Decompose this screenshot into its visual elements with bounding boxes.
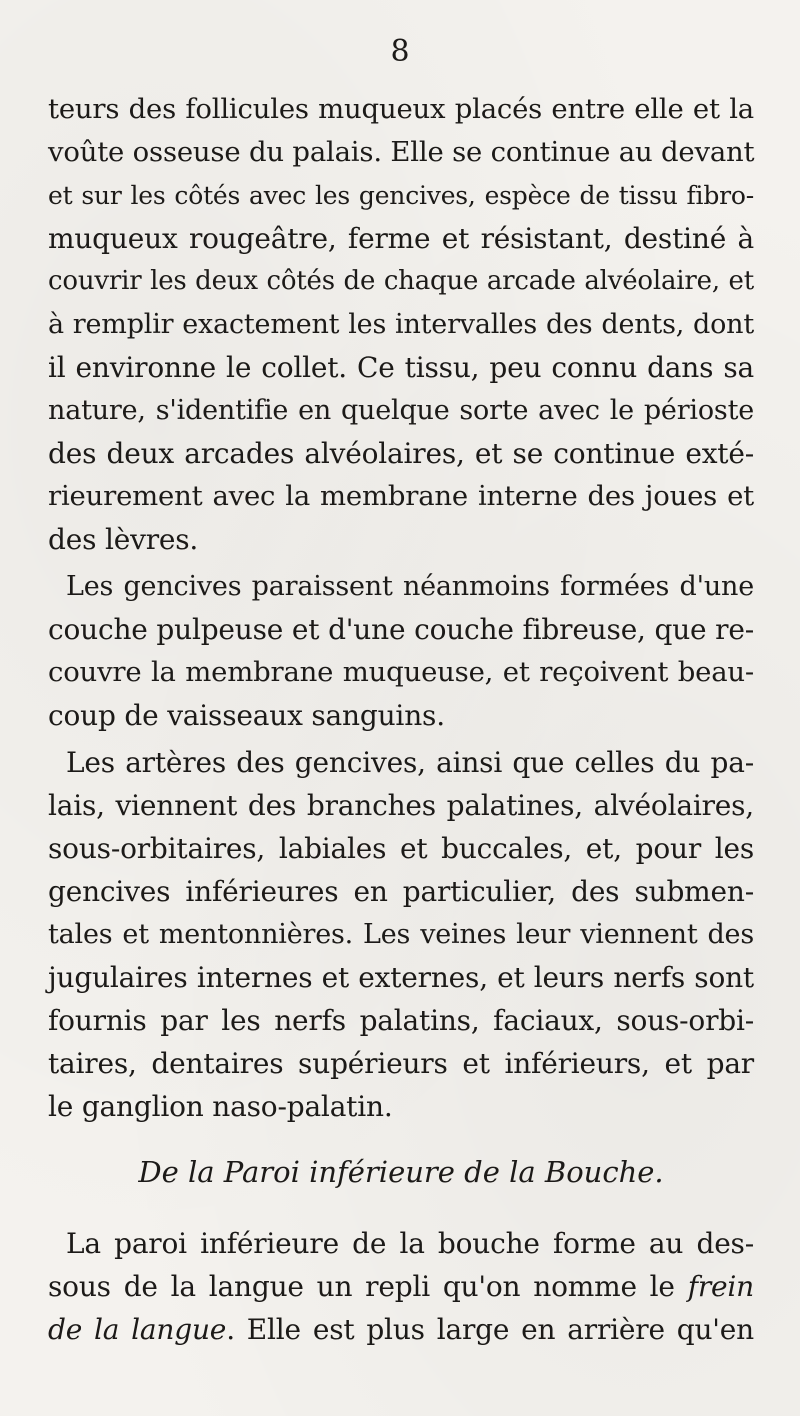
text-line: teurs des follicules muqueux placés entre elle et la [48, 93, 754, 125]
text-line: rieurement avec la membrane interne des joues et [48, 480, 754, 512]
paragraph-3 [48, 741, 754, 784]
text-line: coup de vaisseaux sanguins. [48, 699, 445, 732]
italic-term: frein [687, 1270, 754, 1303]
text-line: Les artères des gencives, ainsi que celles du pa- [66, 746, 754, 779]
text-run: . Elle est plus large en arrière qu'en [226, 1313, 754, 1346]
text-line: voûte osseuse du palais. Elle se continue au devant [48, 136, 755, 168]
paragraph-2 [48, 565, 754, 608]
text-line: La paroi inférieure de la bouche forme au des- [66, 1227, 754, 1260]
text-line: le ganglion naso-palatin. [48, 1090, 393, 1123]
text-line: jugulaires internes et externes, et leurs nerfs sont [48, 961, 754, 994]
body-text [48, 88, 754, 1351]
text-line: fournis par les nerfs palatins, faciaux, sous-orbi- [48, 1004, 754, 1037]
text-line: nature, s'identifie en quelque sorte avec le périoste [48, 395, 754, 426]
text-line: lais, viennent des branches palatines, alvéolaires, [48, 789, 754, 822]
page-number: 8 [390, 34, 410, 69]
text-line-mixed [48, 1265, 754, 1308]
italic-term: de la langue [48, 1313, 227, 1346]
text-line: des deux arcades alvéolaires, et se continue exté- [48, 437, 754, 470]
text-run: sous de la langue un repli qu'on nomme le [48, 1270, 688, 1303]
text-line-mixed [48, 1308, 754, 1351]
text-line: sous-orbitaires, labiales et buccales, et, pour les [48, 832, 754, 865]
text-line: muqueux rougeâtre, ferme et résistant, destiné à [48, 222, 754, 255]
text-line: couvre la membrane muqueuse, et reçoivent beau- [48, 656, 754, 688]
paragraph-4 [48, 1222, 754, 1265]
section-heading: De la Paroi inférieure de la Bouche. [138, 1155, 664, 1189]
text-line: gencives inférieures en particulier, des submen- [48, 875, 754, 908]
text-line: des lèvres. [48, 523, 199, 556]
text-line: taires, dentaires supérieurs et inférieurs, et par [48, 1047, 754, 1080]
text-line: il environne le collet. Ce tissu, peu connu dans sa [48, 351, 754, 384]
text-line: tales et mentonnières. Les veines leur viennent des [48, 919, 754, 950]
text-line: couche pulpeuse et d'une couche fibreuse, que re- [48, 613, 754, 646]
text-line: Les gencives paraissent néanmoins formées d'une [66, 571, 754, 602]
text-line: et sur les côtés avec les gencives, espèce de tissu fibro- [48, 181, 754, 210]
text-line: couvrir les deux côtés de chaque arcade alvéolaire, et [48, 266, 754, 296]
paragraph-1 [48, 88, 754, 561]
text-line: à remplir exactement les intervalles des dents, dont [48, 309, 754, 340]
